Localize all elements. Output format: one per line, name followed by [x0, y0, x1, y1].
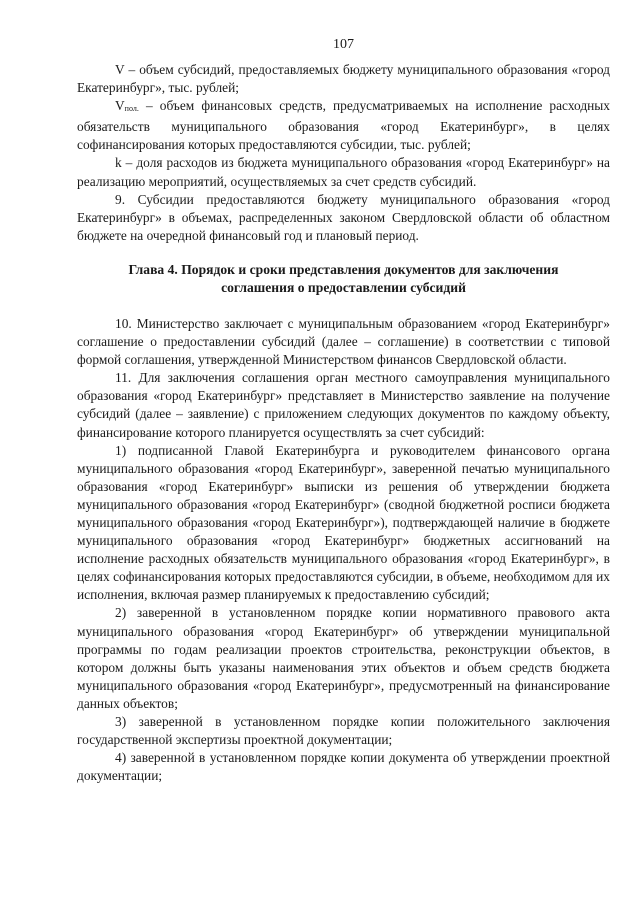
paragraph-k-definition: k – доля расходов из бюджета муниципального образования «город Екатеринбург» на реализацию мероприятий, осуществляемых за счет средств субсидий.	[77, 155, 610, 189]
chapter-heading: Глава 4. Порядок и сроки представления документов для заключения соглашения о предоставлении субсидий	[128, 261, 559, 295]
vpol-symbol: V	[115, 98, 125, 114]
list-item-3: 3) заверенной в установленном порядке копии положительного заключения государственной экспертизы проектной документации;	[77, 714, 610, 748]
paragraph-11: 11. Для заключения соглашения орган местного самоуправления муниципального образования «город Екатеринбург» представляет в Министерство заявление на получение субсидий (далее – заявление) с приложением следующих документов по каждому объекту, финансирование которого планируется осуществлять за счет субсидий:	[77, 370, 610, 440]
list-item-1: 1) подписанной Главой Екатеринбурга и руководителем финансового органа муниципального образования «город Екатеринбург», заверенной печатью муниципального образования «город Екатеринбург» выписки из решения об утверждении бюджета муниципального образования «город Екатеринбург» (сводной бюджетной росписи бюджета муниципального образования «город Екатеринбург»), подтверждающей наличие в бюджете муниципального образования «город Екатеринбург» бюджетных ассигнований на исполнение расходных обязательств муниципального образования «город Екатеринбург», в целях софинансирования которых предоставляются субсидии, в объеме, необходимом для их исполнения, включая размер планируемых к предоставлению субсидий;	[77, 442, 610, 603]
paragraph-10: 10. Министерство заключает с муниципальным образованием «город Екатеринбург» соглашение о предоставлении субсидий (далее – соглашение) в соответствии с типовой формой соглашения, утвержденной Министерством финансов Свердловской области.	[77, 315, 610, 368]
paragraph-vpol-definition	[77, 97, 610, 154]
vpol-subscript: пол.	[124, 104, 139, 114]
paragraph-9: 9. Субсидии предоставляются бюджету муниципального образования «город Екатеринбург» в объемах, распределенных законом Свердловской области об областном бюджете на очередной финансовый год и плановый период.	[77, 191, 610, 243]
page-number: 107	[333, 37, 354, 52]
vpol-text: – объем финансовых средств, предусматриваемых на исполнение расходных обязательств муниципального образования «город Екатеринбург», в целях софинансирования которых предоставляются субсидии, тыс. рублей;	[77, 98, 610, 153]
document-page	[77, 36, 610, 785]
list-item-2: 2) заверенной в установленном порядке копии нормативного правового акта муниципального образования «город Екатеринбург» об утверждении муниципальной программы по годам реализации проектов строительства, реконструкции объектов, в котором должны быть указаны наименования этих объектов и объем средств бюджета муниципального образования «город Екатеринбург», предусмотренный на финансирование данных объектов;	[77, 605, 610, 711]
list-item-4: 4) заверенной в установленном порядке копии документа об утверждении проектной документации;	[77, 750, 610, 784]
paragraph-v-definition: V – объем субсидий, предоставляемых бюджету муниципального образования «город Екатеринбург», тыс. рублей;	[77, 62, 610, 96]
